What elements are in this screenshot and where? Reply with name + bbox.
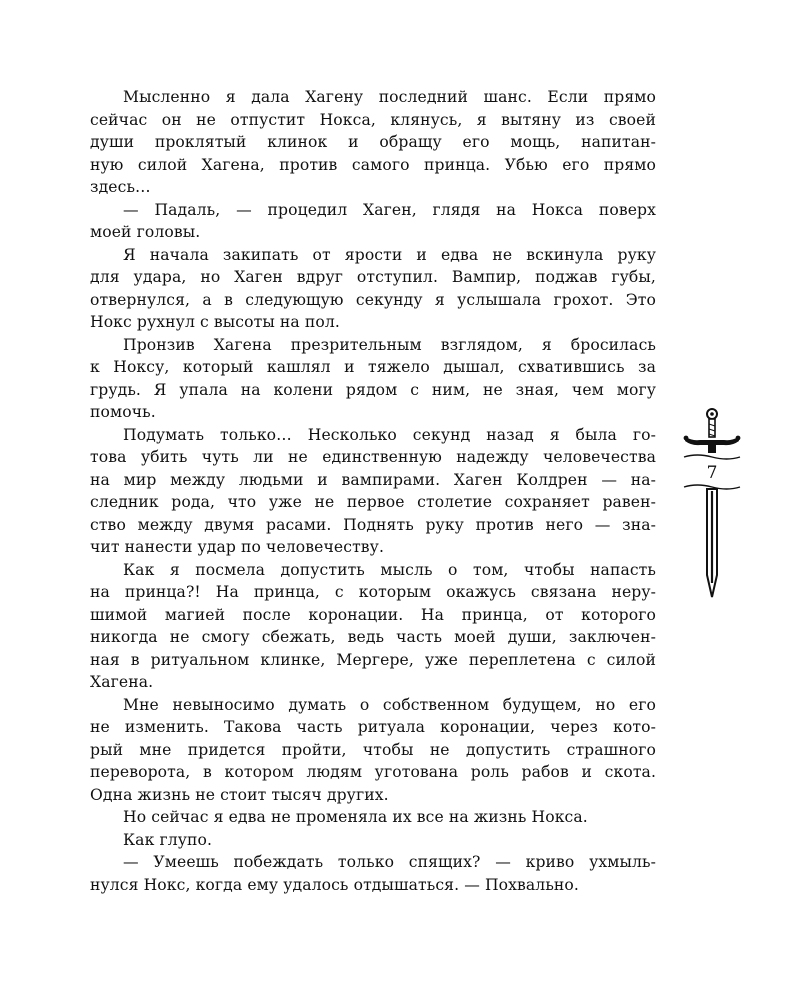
text-line: грудь. Я упала на колени рядом с ним, не зная, чем могу bbox=[90, 380, 656, 399]
page-text bbox=[90, 86, 656, 896]
text-line: сейчас он не отпустит Нокса, клянусь, я вытяну из своей bbox=[90, 110, 656, 129]
text-line: отвернулся, а в следующую секунду я услышала грохот. Это bbox=[90, 290, 656, 309]
text-line: переворота, в котором людям уготована роль рабов и скота. bbox=[90, 763, 656, 781]
sword-icon bbox=[682, 405, 742, 600]
text-line: не изменить. Такова часть ритуала коронации, через кото- bbox=[90, 718, 656, 736]
text-line: Одна жизнь не стоит тысяч других. bbox=[90, 785, 389, 804]
text-line: Я начала закипать от ярости и едва не вскинула руку bbox=[123, 245, 656, 264]
text-line: Но сейчас я едва не променяла их все на жизнь Нокса. bbox=[123, 808, 588, 826]
text-line: к Ноксу, который кашлял и тяжело дышал, схватившись за bbox=[90, 358, 656, 376]
page-number: 7 bbox=[706, 463, 718, 483]
text-line: на мир между людьми и вампирами. Хаген Колдрен — на- bbox=[90, 470, 656, 489]
text-line: нулся Нокс, когда ему удалось отдышаться. — Похвально. bbox=[90, 875, 579, 894]
text-line: ство между двумя расами. Поднять руку против него — зна- bbox=[90, 515, 656, 534]
text-line: чит нанести удар по человечеству. bbox=[90, 538, 385, 556]
text-line: — Умеешь побеждать только спящих? — криво ухмыль- bbox=[123, 853, 656, 871]
text-line: для удара, но Хаген вдруг отступил. Вампир, поджав губы, bbox=[90, 268, 656, 286]
text-line: Как глупо. bbox=[123, 830, 213, 849]
text-line: ную силой Хагена, против самого принца. Убью его прямо bbox=[90, 155, 656, 174]
text-line: никогда не смогу сбежать, ведь часть моей души, заключен- bbox=[90, 628, 656, 646]
text-line: Как я посмела допустить мысль о том, чтобы напасть bbox=[123, 560, 656, 579]
text-line: Нокс рухнул с высоты на пол. bbox=[90, 313, 340, 331]
text-line: ная в ритуальном клинке, Мергере, уже переплетена с силой bbox=[90, 650, 656, 669]
text-line: Мне невыносимо думать о собственном будущем, но его bbox=[123, 695, 656, 714]
text-line: шимой магией после коронации. На принца, от которого bbox=[90, 605, 656, 624]
text-line: Подумать только… Несколько секунд назад я была го- bbox=[123, 425, 656, 444]
text-line: Пронзив Хагена презрительным взглядом, я бросилась bbox=[123, 335, 656, 354]
text-line: здесь… bbox=[90, 178, 151, 196]
text-line: Мысленно я дала Хагену последний шанс. Если прямо bbox=[123, 88, 656, 106]
text-line: рый мне придется пройти, чтобы не допустить страшного bbox=[90, 740, 656, 759]
text-line: моей головы. bbox=[90, 223, 201, 241]
text-line: това убить чуть ли не единственную надежду человечества bbox=[90, 448, 656, 466]
text-line: на принца?! На принца, с которым окажусь связана неру- bbox=[90, 583, 656, 601]
text-line: помочь. bbox=[90, 403, 156, 421]
text-line: — Падаль, — процедил Хаген, глядя на Нокса поверх bbox=[123, 200, 656, 219]
text-line: следник рода, что уже не первое столетие сохраняет равен- bbox=[90, 493, 656, 511]
text-line: души проклятый клинок и обращу его мощь, напитан- bbox=[90, 133, 656, 151]
text-line: Хагена. bbox=[90, 673, 154, 691]
